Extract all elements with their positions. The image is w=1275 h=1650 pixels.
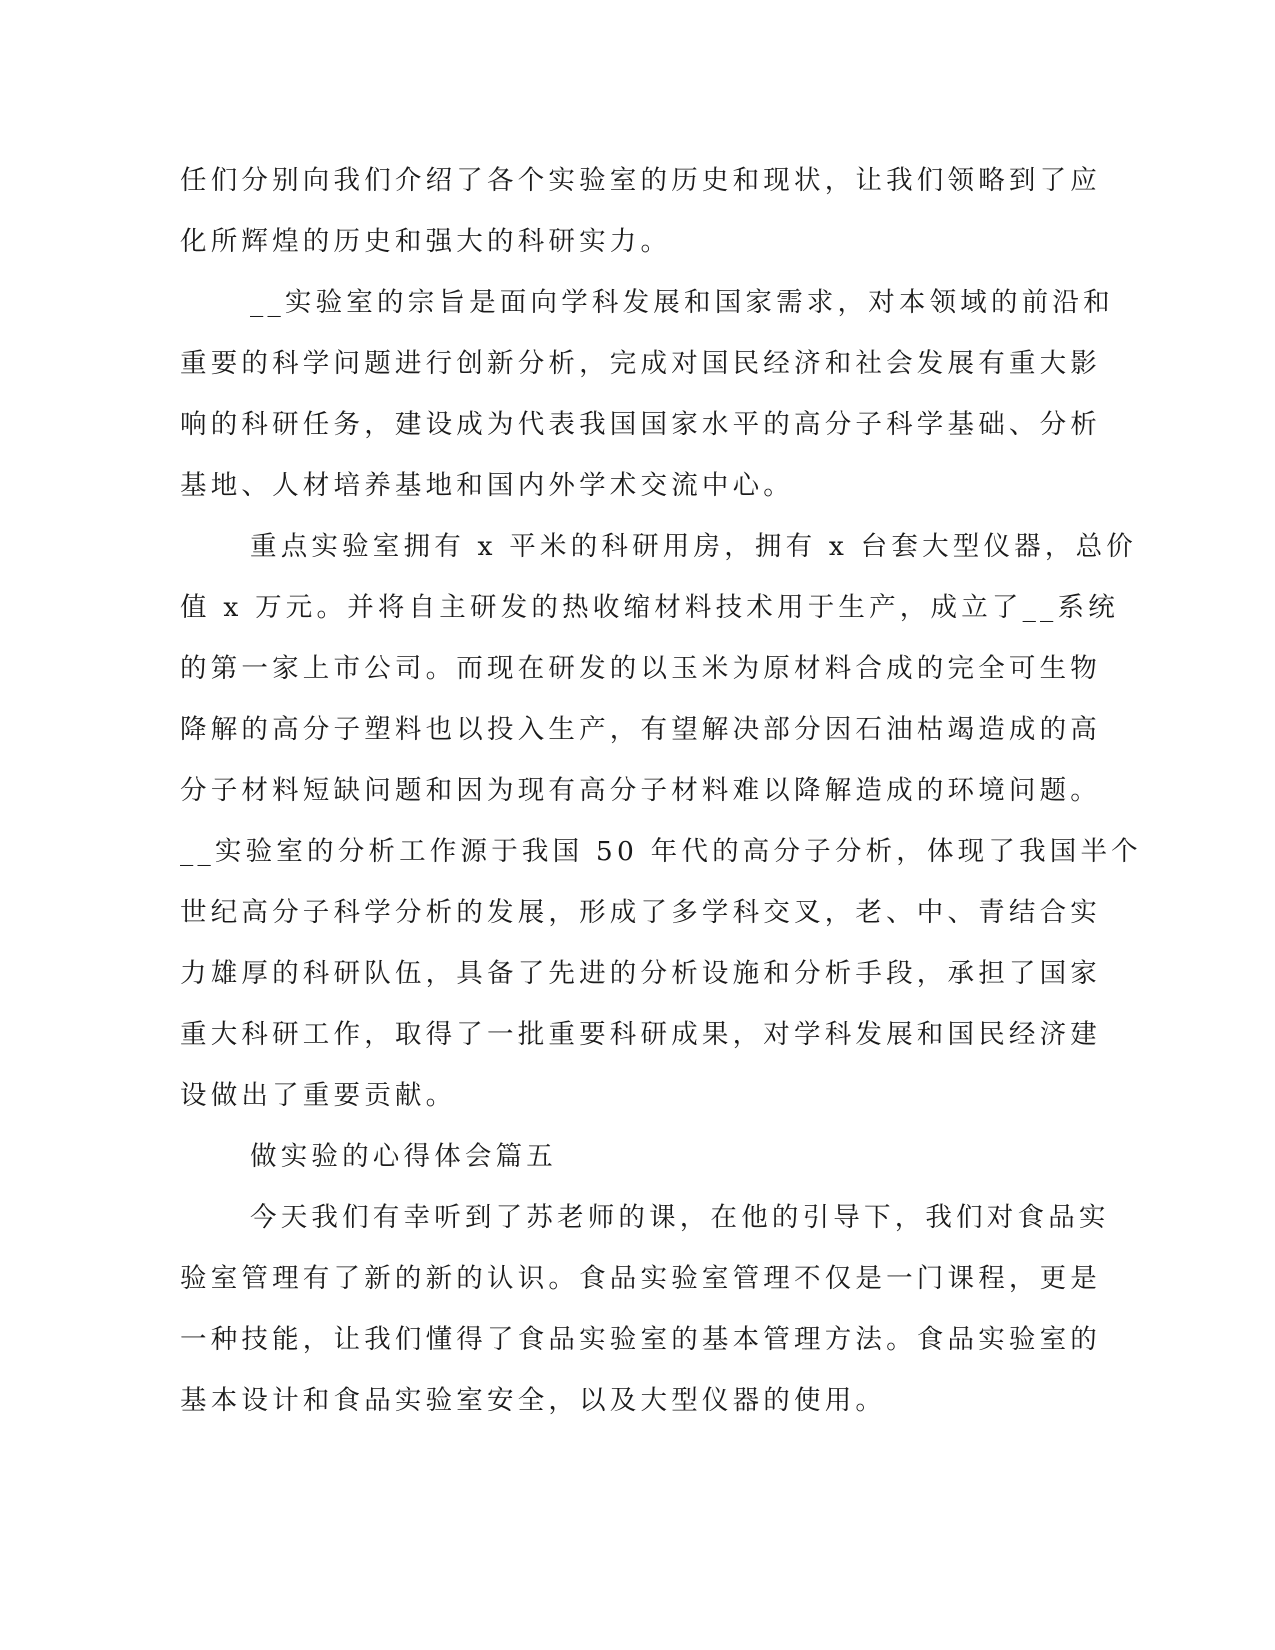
section-heading: 做实验的心得体会篇五 xyxy=(250,1141,557,1172)
text-line: 降解的高分子塑料也以投入生产，有望解决部分因石油枯竭造成的高 xyxy=(180,714,1101,745)
text-line: 力雄厚的科研队伍，具备了先进的分析设施和分析手段，承担了国家 xyxy=(180,958,1101,989)
text-line: 响的科研任务，建设成为代表我国国家水平的高分子科学基础、分析 xyxy=(180,409,1101,440)
text-line: 重要的科学问题进行创新分析，完成对国民经济和社会发展有重大影 xyxy=(180,348,1101,379)
text-line: 验室管理有了新的新的认识。食品实验室管理不仅是一门课程，更是 xyxy=(180,1263,1101,1294)
text-line: 世纪高分子科学分析的发展，形成了多学科交叉，老、中、青结合实 xyxy=(180,897,1101,928)
document-body xyxy=(180,150,1142,1431)
text-line: 基地、人材培养基地和国内外学术交流中心。 xyxy=(180,470,794,501)
text-line: 重大科研工作，取得了一批重要科研成果，对学科发展和国民经济建 xyxy=(180,1019,1101,1050)
text-line: 任们分别向我们介绍了各个实验室的历史和现状，让我们领略到了应 xyxy=(180,165,1101,196)
text-line: 值 x 万元。并将自主研发的热收缩材料技术用于生产，成立了__系统 xyxy=(180,592,1119,623)
text-line: 一种技能，让我们懂得了食品实验室的基本管理方法。食品实验室的 xyxy=(180,1324,1101,1355)
paragraph-start-line: 今天我们有幸听到了苏老师的课，在他的引导下，我们对食品实 xyxy=(250,1202,1110,1233)
text-line: 基本设计和食品实验室安全，以及大型仪器的使用。 xyxy=(180,1385,887,1416)
paragraph-start-line: __实验室的宗旨是面向学科发展和国家需求，对本领域的前沿和 xyxy=(250,287,1114,318)
text-line: 化所辉煌的历史和强大的科研实力。 xyxy=(180,226,672,257)
paragraph-start-line: 重点实验室拥有 x 平米的科研用房，拥有 x 台套大型仪器，总价 xyxy=(250,531,1137,562)
text-line: 的第一家上市公司。而现在研发的以玉米为原材料合成的完全可生物 xyxy=(180,653,1101,684)
text-line: __实验室的分析工作源于我国 50 年代的高分子分析，体现了我国半个 xyxy=(180,836,1142,867)
text-line: 设做出了重要贡献。 xyxy=(180,1080,457,1111)
text-line: 分子材料短缺问题和因为现有高分子材料难以降解造成的环境问题。 xyxy=(180,775,1101,806)
